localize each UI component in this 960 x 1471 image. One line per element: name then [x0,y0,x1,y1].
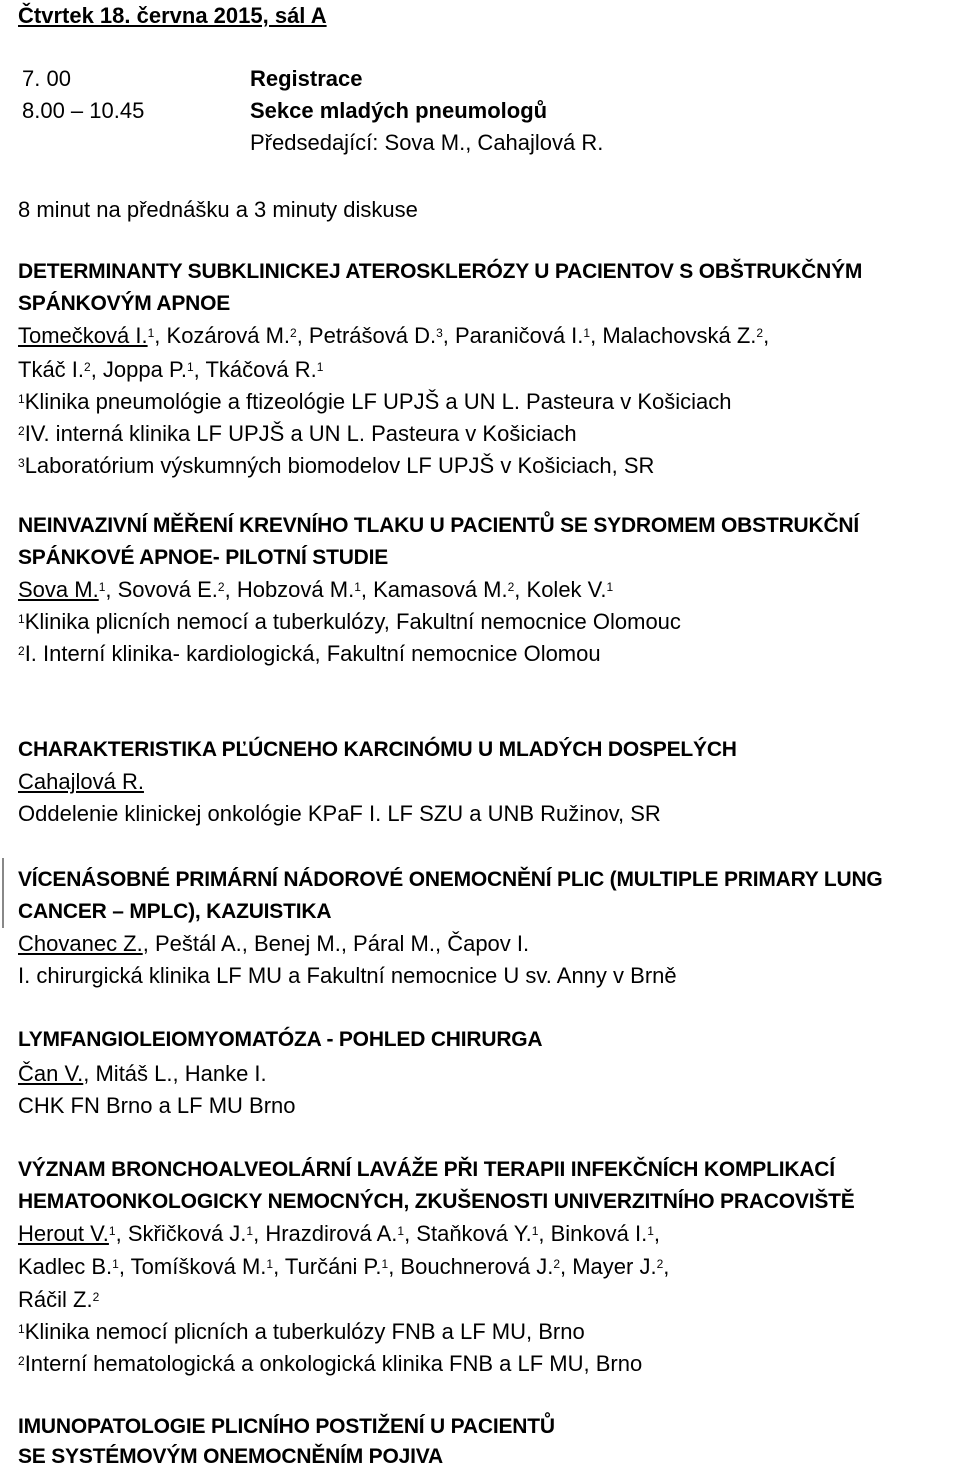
talk6-authors-line2: Kadlec B.$^1$, Tomíšková M.$^1$, Turčáni P.$^1$, Bouchnerová J.$^2$, Mayer J.$^2$, [18,1254,670,1279]
talk2-authors: Sova M.$^1$, Sovová E.$^2$, Hobzová M.$^1$, Kamasová M.$^2$, Kolek V.$^1$ [18,577,614,602]
talk7-title-line1: IMUNOPATOLOGIE PLICNÍHO POSTIŽENÍ U PACIENTŮ [18,1415,555,1438]
margin-rule [2,858,4,928]
schedule-section: Sekce mladých pneumologů [250,98,548,123]
day-header: Čtvrtek 18. června 2015, sál A [18,3,327,28]
talk2-title-line2: SPÁNKOVÉ APNOE- PILOTNÍ STUDIE [18,546,389,569]
duration-note: 8 minut na přednášku a 3 minuty diskuse [18,197,418,222]
talk6-authors-line1: Herout V.$^1$, Skřičková J.$^1$, Hrazdirová A.$^1$, Staňková Y.$^1$, Binková I.$^1$, [18,1221,661,1246]
talk1-affiliation-3: $^3$Laboratórium výskumných biomodelov LF UPJŠ v Košiciach, SR [18,453,655,478]
talk1-authors-line2: Tkáč I.$^2$, Joppa P.$^1$, Tkáčová R.$^1$ [18,357,324,382]
talk6-affiliation-1: $^1$Klinika nemocí plicních a tuberkulózy FNB a LF MU, Brno [18,1319,585,1344]
talk6-title-line1: VÝZNAM BRONCHOALVEOLÁRNÍ LAVÁŽE PŘI TERAPII INFEKČNÍCH KOMPLIKACÍ [18,1158,835,1181]
talk5-title: LYMFANGIOLEIOMYOMATÓZA - POHLED CHIRURGA [18,1028,543,1051]
schedule-time-section: 8.00 – 10.45 [22,98,145,123]
talk1-affiliation-1: $^1$Klinika pneumológie a ftizeológie LF UPJŠ a UN L. Pasteura v Košiciach [18,389,732,414]
talk1-presenter: Tomečková I. [18,323,148,348]
talk6-affiliation-2: $^2$Interní hematologická a onkologická klinika FNB a LF MU, Brno [18,1351,643,1376]
talk5-authors: Čan V., Mitáš L., Hanke I. [18,1061,267,1086]
talk3-title: CHARAKTERISTIKA PĽÚCNEHO KARCINÓMU U MLADÝCH DOSPELÝCH [18,738,737,761]
schedule-time-registration: 7. 00 [22,66,71,91]
talk4-title-line2: CANCER – MPLC), KAZUISTIKA [18,900,332,923]
talk5-presenter: Čan V. [18,1061,84,1086]
talk1-affiliation-2: $^2$IV. interná klinika LF UPJŠ a UN L. Pasteura v Košiciach [18,421,577,446]
chairs: Předsedající: Sova M., Cahajlová R. [250,130,604,155]
talk2-title-line1: NEINVAZIVNÍ MĚŘENÍ KREVNÍHO TLAKU U PACIENTŮ SE SYDROMEM OBSTRUKČNÍ [18,514,860,537]
talk4-authors: Chovanec Z., Peštál A., Benej M., Páral M., Čapov I. [18,931,530,956]
talk6-title-line2: HEMATOONKOLOGICKY NEMOCNÝCH, ZKUŠENOSTI UNIVERZITNÍHO PRACOVIŠTĚ [18,1190,855,1213]
talk3-affiliation: Oddelenie klinickej onkológie KPaF I. LF SZU a UNB Ružinov, SR [18,801,661,826]
talk4-presenter: Chovanec Z. [18,931,143,956]
talk2-affiliation-1: $^1$Klinika plicních nemocí a tuberkulózy, Fakultní nemocnice Olomouc [18,609,681,634]
talk5-affiliation: CHK FN Brno a LF MU Brno [18,1093,296,1118]
talk6-presenter: Herout V. [18,1221,109,1246]
talk2-affiliation-2: $^2$I. Interní klinika- kardiologická, Fakultní nemocnice Olomou [18,641,601,666]
talk4-affiliation: I. chirurgická klinika LF MU a Fakultní nemocnice U sv. Anny v Brně [18,963,677,988]
talk1-title-line2: SPÁNKOVÝM APNOE [18,292,231,315]
schedule-registration: Registrace [250,66,363,91]
talk1-authors-line1: Tomečková I.$^1$, Kozárová M.$^2$, Petrášová D.$^3$, Paraničová I.$^1$, Malachovská Z.$^2$, [18,323,770,348]
talk3-presenter: Cahajlová R. [18,769,144,794]
talk2-presenter: Sova M. [18,577,99,602]
talk1-title-line1: DETERMINANTY SUBKLINICKEJ ATEROSKLERÓZY U PACIENTOV S OBŠTRUKČNÝM [18,260,863,283]
talk4-title-line1: VÍCENÁSOBNÉ PRIMÁRNÍ NÁDOROVÉ ONEMOCNĚNÍ PLIC (MULTIPLE PRIMARY LUNG [18,868,883,891]
talk7-title-line2: SE SYSTÉMOVÝM ONEMOCNĚNÍM POJIVA [18,1445,443,1468]
talk6-authors-line3: Ráčil Z.$^2$ [18,1287,100,1312]
